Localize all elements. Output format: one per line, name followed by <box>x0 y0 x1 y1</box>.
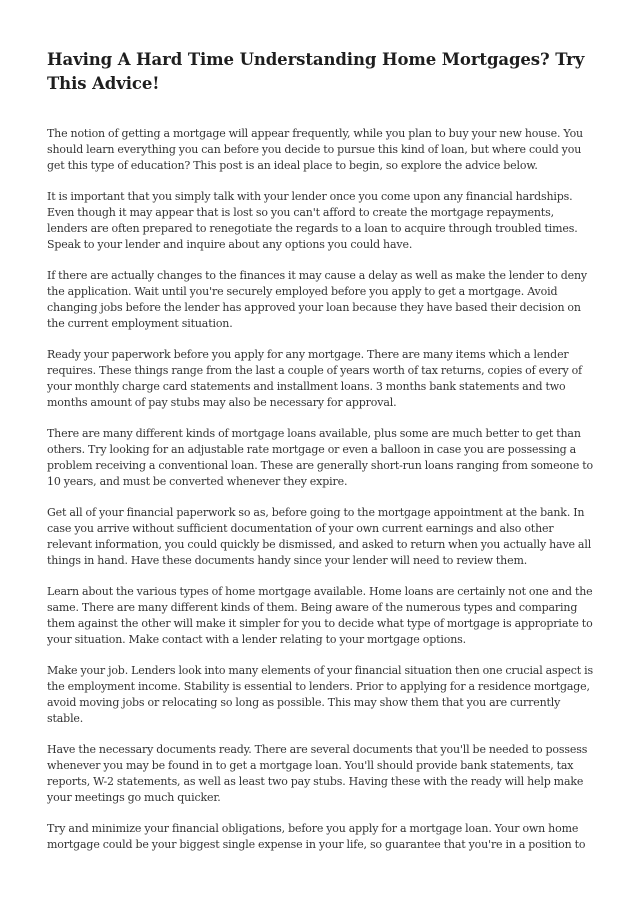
paragraph-6: Get all of your financial paperwork so as, before going to the mortgage appointment at the bank. In case you arrive without sufficient documentation of your own current earnings and also other relevant information, you could quickly be dismissed, and asked to return when you actually have all things in hand. Have these documents handy since your lender will need to review them. <box>47 506 592 567</box>
paragraph-5: There are many different kinds of mortgage loans available, plus some are much better to get than others. Try looking for an adjustable rate mortgage or even a balloon in case you are possessing a problem receiving a conventional loan. These are generally short-run loans ranging from someone to 10 years, and must be converted whenever they expire. <box>47 427 593 488</box>
document-page <box>47 48 593 868</box>
paragraph-7: Learn about the various types of home mortgage available. Home loans are certainly not one and the same. There are many different kinds of them. Being aware of the numerous types and comparing them against the other will make it simpler for you to decide what type of mortgage is appropriate to your situation. Make contact with a lender relating to your mortgage options. <box>47 585 593 646</box>
document-title: Having A Hard Time Understanding Home Mortgages? Try This Advice! <box>47 50 585 93</box>
paragraph-10: Try and minimize your financial obligations, before you apply for a mortgage loan. Your own home mortgage could be your biggest single expense in your life, so guarantee that you're in a position to <box>47 822 586 851</box>
paragraph-2: It is important that you simply talk with your lender once you come upon any financial hardships. Even though it may appear that is lost so you can't afford to create the mortgage repayments, lenders are often prepared to renegotiate the regards to a loan to acquire through troubled times. Speak to your lender and inquire about any options you could have. <box>47 190 578 251</box>
paragraph-8: Make your job. Lenders look into many elements of your financial situation then one crucial aspect is the employment income. Stability is essential to lenders. Prior to applying for a residence mortgage, avoid moving jobs or relocating so long as possible. This may show them that you are currently stable. <box>47 664 593 725</box>
paragraph-1: The notion of getting a mortgage will appear frequently, while you plan to buy your new house. You should learn everything you can before you decide to pursue this kind of loan, but where could you get this type of education? This post is an ideal place to begin, so explore the advice below. <box>47 127 583 172</box>
paragraph-4: Ready your paperwork before you apply for any mortgage. There are many items which a lender requires. These things range from the last a couple of years worth of tax returns, copies of every of your monthly charge card statements and installment loans. 3 months bank statements and two months amount of pay stubs may also be necessary for approval. <box>47 348 582 409</box>
paragraph-3: If there are actually changes to the finances it may cause a delay as well as make the lender to deny the application. Wait until you're securely employed before you apply to get a mortgage. Avoid changing jobs before the lender has approved your loan because they have based their decision on the current employment situation. <box>47 269 587 330</box>
paragraph-9: Have the necessary documents ready. There are several documents that you'll be needed to possess whenever you may be found in to get a mortgage loan. You'll should provide bank statements, tax reports, W-2 statements, as well as least two pay stubs. Having these with the ready will help make your meetings go much quicker. <box>47 743 588 804</box>
